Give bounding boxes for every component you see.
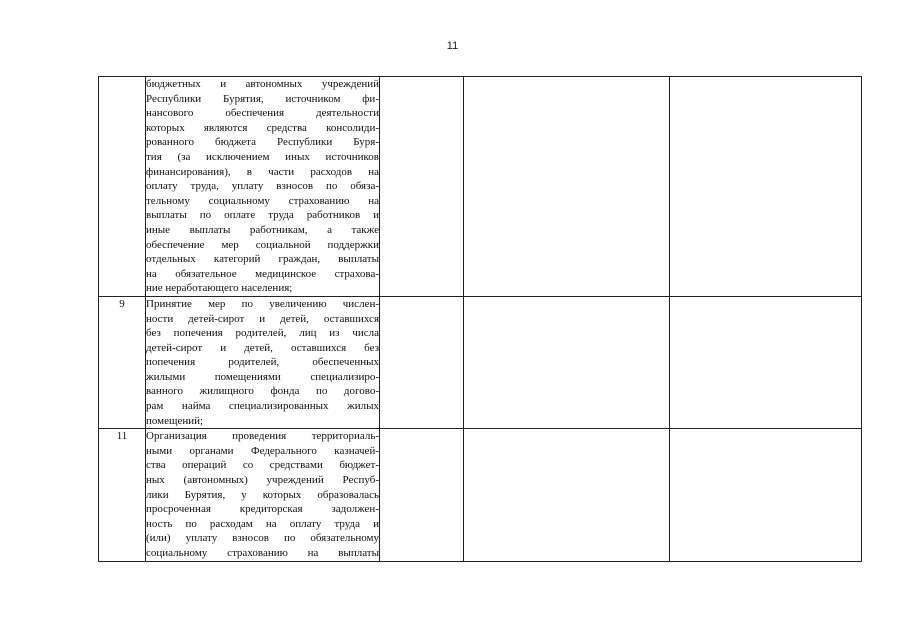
row-number-cell: 11 [99, 429, 146, 561]
row-number-cell [99, 77, 146, 297]
empty-cell [380, 296, 464, 428]
text-line: Организация проведения территориаль- [146, 430, 379, 443]
text-line: финансирования), в части расходов на [146, 165, 379, 178]
text-line: которых являются средства консолиди- [146, 121, 379, 134]
empty-cell [464, 429, 670, 561]
table-row [99, 429, 862, 561]
row-text-cell [146, 77, 380, 297]
empty-cell [670, 429, 862, 561]
page-number: 11 [446, 40, 459, 52]
text-line: отдельных категорий граждан, выплаты [146, 253, 379, 266]
text-line: ние неработающего населения; [146, 282, 293, 295]
text-line: попечения родителей, обеспеченных [146, 356, 379, 369]
text-line: ности детей-сирот и детей, оставшихся [146, 312, 379, 325]
text-line: ными органами Федерального казначей- [146, 444, 379, 457]
empty-cell [380, 77, 464, 297]
text-line: лики Бурятия, у которых образовалась [146, 488, 379, 501]
empty-cell [380, 429, 464, 561]
text-line: рованного бюджета Республики Буря- [146, 136, 379, 149]
text-line: просроченная кредиторская задолжен- [146, 503, 379, 516]
row-text-cell [146, 429, 380, 561]
text-line: детей-сирот и детей, оставшихся без [146, 341, 379, 354]
row-number-cell: 9 [99, 296, 146, 428]
text-line: ванного жилищного фонда по догово- [146, 385, 379, 398]
empty-cell [670, 296, 862, 428]
text-line: обеспечение мер социальной поддержки [146, 238, 379, 251]
empty-cell [464, 296, 670, 428]
text-line: иные выплаты работникам, а также [146, 223, 379, 236]
text-line: рам найма специализированных жилых [146, 400, 379, 413]
text-line: ства операций со средствами бюджет- [146, 459, 379, 472]
text-line: жилыми помещениями специализиро- [146, 370, 379, 383]
text-line: тия (за исключением иных источников [146, 150, 379, 163]
text-line: тельному социальному страхованию на [146, 194, 379, 207]
row-text-cell [146, 296, 380, 428]
table-body [99, 77, 862, 562]
document-table [98, 76, 862, 562]
empty-cell [464, 77, 670, 297]
table-row [99, 296, 862, 428]
text-line: ных (автономных) учреждений Респуб- [146, 474, 379, 487]
text-line: выплаты по оплате труда работников и [146, 209, 379, 222]
text-line: на обязательное медицинское страхова- [146, 267, 379, 280]
text-line: социальному страхованию на выплаты [146, 547, 379, 559]
text-line: помещений; [146, 414, 204, 427]
text-line: Принятие мер по увеличению числен- [146, 297, 379, 310]
table-row [99, 77, 862, 297]
text-line: Республики Бурятия, источником фи- [146, 92, 379, 105]
text-line: ность по расходам на оплату труда и [146, 517, 379, 530]
text-line: бюджетных и автономных учреждений [146, 78, 379, 90]
text-line: (или) уплату взносов по обязательному [146, 532, 379, 545]
empty-cell [670, 77, 862, 297]
text-line: оплату труда, уплату взносов по обяза- [146, 180, 379, 193]
text-line: нансового обеспечения деятельности [146, 107, 379, 120]
text-line: без попечения родителей, лиц из числа [146, 327, 379, 340]
